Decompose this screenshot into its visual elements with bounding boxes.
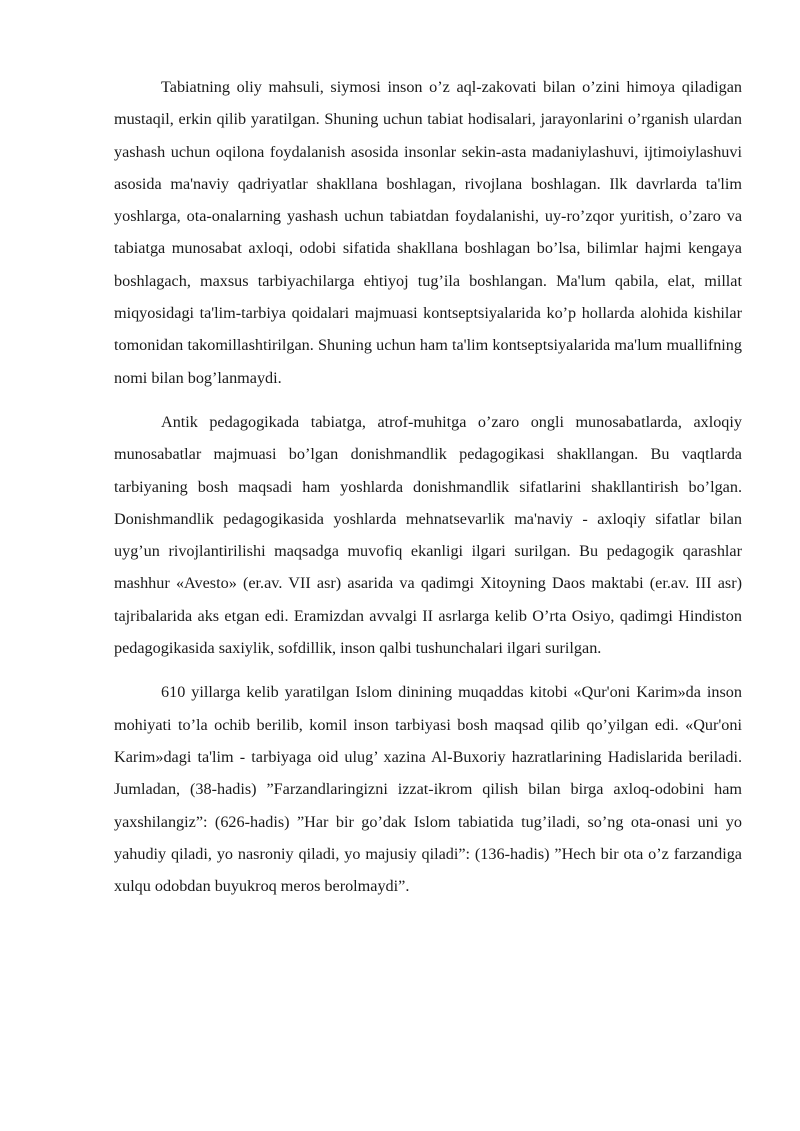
paragraph: 610 yillarga kelib yaratilgan Islom dinining muqaddas kitobi «Qur'oni Karim»da inson mohiyati to’la ochib berilib, komil inson tarbiyasi bosh maqsad qilib qo’yilgan edi. «Qur'oni Karim»dagi ta'lim - tarbiyaga oid ulug’ xazina Al-Buxoriy hazratlarining Hadislarida beriladi. Jumladan, (38-hadis) ”Farzandlaringizni izzat-ikrom qilish bilan birga axloq-odobini ham yaxshilangiz”: (626-hadis) ”Har bir go’dak Islom tabiatida tug’iladi, so’ng ota-onasi uni yo yahudiy qiladi, yo nasroniy qiladi, yo majusiy qiladi”: (136-hadis) ”Hech bir ota o’z farzandiga xulqu odobdan buyukroq meros berolmaydi”.: [114, 683, 742, 896]
document-body: [114, 71, 742, 902]
paragraph: Antik pedagogikada tabiatga, atrof-muhitga o’zaro ongli munosabatlarda, axloqiy munosabatlar majmuasi bo’lgan donishmandlik pedagogikasi shakllangan. Bu vaqtlarda tarbiyaning bosh maqsadi ham yoshlarda donishmandlik sifatlarini shakllantirish bo’lgan. Donishmandlik pedagogikasida yoshlarda mehnatsevarlik ma'naviy - axloqiy sifatlar bilan uyg’un rivojlantirilishi maqsadga muvofiq ekanligi ilgari surilgan. Bu pedagogik qarashlar mashhur «Avesto» (er.av. VII asr) asarida va qadimgi Xitoyning Daos maktabi (er.av. III asr) tajribalarida aks etgan edi. Eramizdan avvalgi II asrlarga kelib O’rta Osiyo, qadimgi Hindiston pedagogikasida saxiylik, sofdillik, inson qalbi tushunchalari ilgari surilgan.: [114, 412, 742, 658]
paragraph: Tabiatning oliy mahsuli, siymosi inson o’z aql-zakovati bilan o’zini himoya qiladigan mustaqil, erkin qilib yaratilgan. Shuning uchun tabiat hodisalari, jarayonlarini o’rganish ulardan yashash uchun oqilona foydalanish asosida insonlar sekin-asta madaniylashuvi, ijtimoiylashuvi asosida ma'naviy qadriyatlar shakllana boshlagan, rivojlana boshlagan. Ilk davrlarda ta'lim yoshlarga, ota-onalarning yashash uchun tabiatdan foydalanishi, uy-ro’zqor yuritish, o’zaro va tabiatga munosabat axloqi, odobi sifatida shakllana boshlagan bo’lsa, bilimlar hajmi kengaya boshlagach, maxsus tarbiyachilarga ehtiyoj tug’ila boshlangan. Ma'lum qabila, elat, millat miqyosidagi ta'lim-tarbiya qoidalari majmuasi kontseptsiyalarida ko’p hollarda alohida kishilar tomonidan takomillashtirilgan. Shuning uchun ham ta'lim kontseptsiyalarida ma'lum muallifning nomi bilan bog’lanmaydi.: [114, 78, 742, 387]
